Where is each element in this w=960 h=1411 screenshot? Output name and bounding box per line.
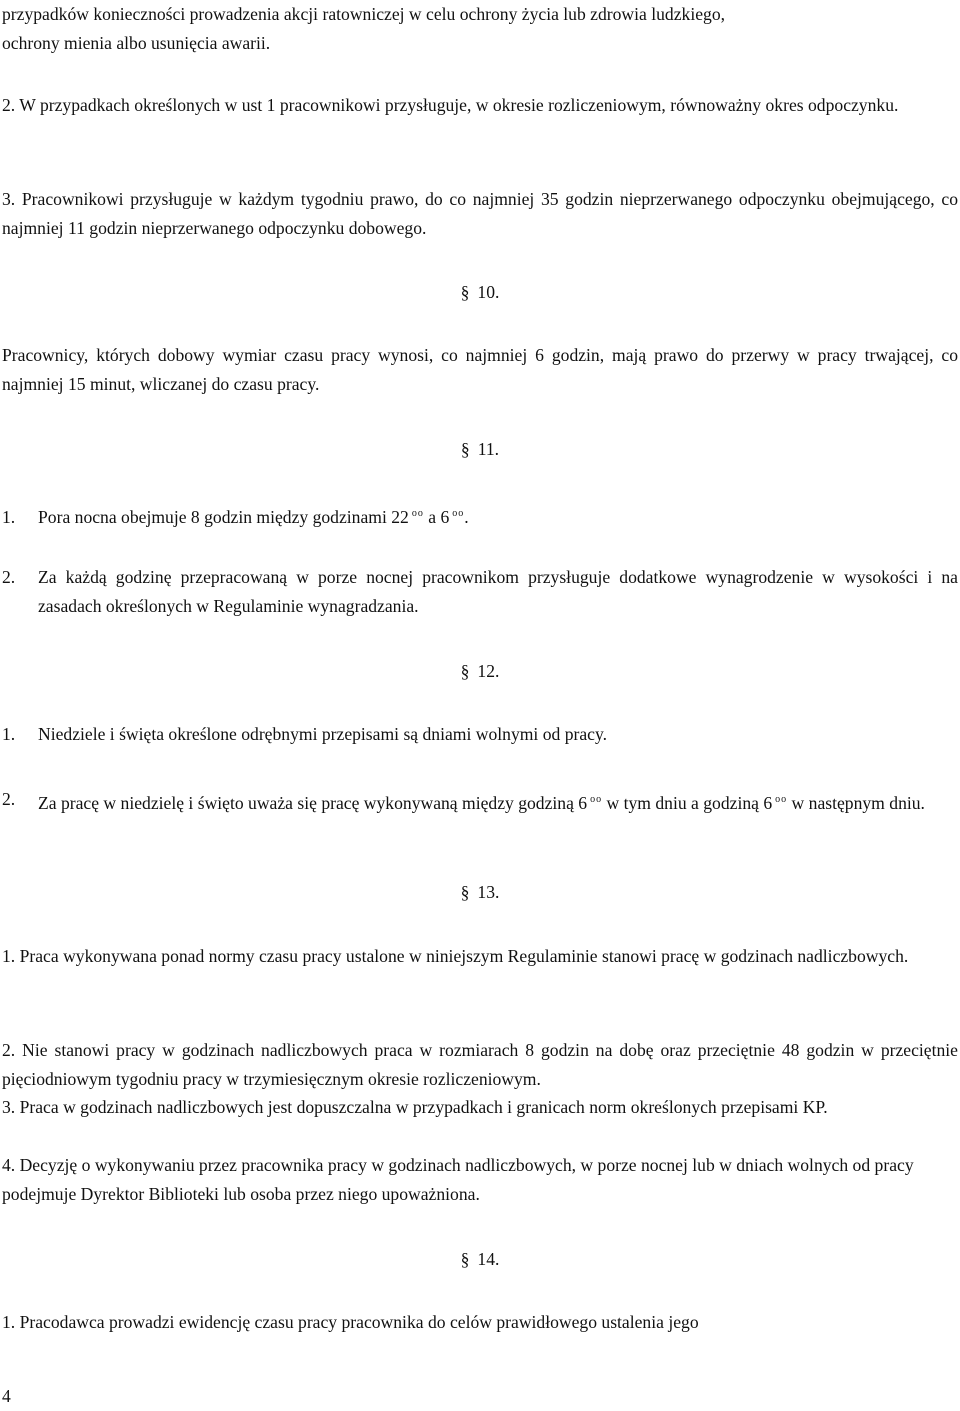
- superscript-oo: oo: [775, 794, 788, 805]
- paragraph-12-2: [2, 785, 958, 818]
- item-text-a: Za pracę w niedzielę i święto uważa się pracę wykonywaną między godziną 6: [38, 793, 588, 813]
- section-number: 14.: [477, 1249, 500, 1269]
- section-sign: §: [460, 439, 470, 459]
- paragraph-9-3: 3. Pracownikowi przysługuje w każdym tygodniu prawo, do co najmniej 35 godzin nieprzerwanego odpoczynku obejmującego, co najmniej 11 godzin nieprzerwanego odpoczynku dobowego.: [2, 189, 958, 238]
- item-text-a: Pora nocna obejmuje 8 godzin między godzinami 22: [38, 507, 409, 527]
- section-heading-12: [0, 657, 960, 686]
- item-text: [38, 785, 958, 818]
- section-number: 10.: [477, 282, 500, 302]
- section-sign: §: [460, 282, 470, 302]
- paragraph-11-1: [2, 499, 958, 532]
- paragraph-13-3: 3. Praca w godzinach nadliczbowych jest dopuszczalna w przypadkach i granicach norm określonych przepisami KP.: [2, 1097, 828, 1117]
- paragraph-13-1: 1. Praca wykonywana ponad normy czasu pracy ustalone w niniejszym Regulaminie stanowi pracę w godzinach nadliczbowych.: [2, 946, 909, 966]
- item-number: 2.: [2, 789, 16, 809]
- paragraph-11-2: [2, 563, 958, 621]
- section-heading-13: [0, 878, 960, 907]
- section-heading-14: [0, 1245, 960, 1274]
- paragraph-12-1: [2, 720, 958, 749]
- item-number: 1.: [2, 724, 16, 744]
- item-text-c: .: [464, 507, 469, 527]
- paragraph-13-4: 4. Decyzję o wykonywaniu przez pracownika pracy w godzinach nadliczbowych, w porze nocnej lub w dniach wolnych od pracy podejmuje Dyrektor Biblioteki lub osoba przez niego upoważniona.: [2, 1155, 914, 1204]
- item-text-b: w tym dniu a godziną 6: [602, 793, 773, 813]
- section-heading-10: [0, 278, 960, 307]
- item-text-c: w następnym dniu.: [787, 793, 925, 813]
- section-sign: §: [460, 661, 470, 681]
- paragraph-9-2: 2. W przypadkach określonych w ust 1 pracownikowi przysługuje, w okresie rozliczeniowym, równoważny okres odpoczynku.: [2, 95, 899, 115]
- paragraph-14-1: 1. Pracodawca prowadzi ewidencję czasu pracy pracownika do celów prawidłowego ustalenia jego: [2, 1312, 699, 1332]
- item-number: 2.: [2, 567, 16, 587]
- paragraph-13-2: 2. Nie stanowi pracy w godzinach nadliczbowych praca w rozmiarach 8 godzin na dobę oraz przeciętnie 48 godzin w przeciętnie pięciodniowym tygodniu pracy w trzymiesięcznym okresie rozliczeniowym.: [2, 1040, 958, 1089]
- intro-line-2: ochrony mienia albo usunięcia awarii.: [2, 33, 271, 53]
- section-number: 12.: [477, 661, 500, 681]
- superscript-oo: oo: [590, 794, 603, 805]
- item-text-b: a 6: [423, 507, 450, 527]
- page-number: 4: [2, 1386, 11, 1406]
- section-number: 13.: [477, 882, 500, 902]
- section-number: 11.: [477, 439, 500, 459]
- item-text: Niedziele i święta określone odrębnymi przepisami są dniami wolnymi od pracy.: [38, 724, 608, 744]
- section-sign: §: [460, 1249, 470, 1269]
- item-number: 1.: [2, 507, 16, 527]
- item-text: Za każdą godzinę przepracowaną w porze nocnej pracownikom przysługuje dodatkowe wynagrodzenie w wysokości i na zasadach określonych w Regulaminie wynagradzania.: [38, 567, 958, 616]
- intro-line-1: przypadków konieczności prowadzenia akcji ratowniczej w celu ochrony życia lub zdrowia ludzkiego,: [2, 4, 726, 24]
- paragraph-intro: [2, 0, 958, 58]
- section-heading-11: [0, 435, 960, 464]
- section-sign: §: [460, 882, 470, 902]
- superscript-oo: oo: [411, 508, 424, 519]
- paragraph-10: Pracownicy, których dobowy wymiar czasu pracy wynosi, co najmniej 6 godzin, mają prawo do przerwy w pracy trwającej, co najmniej 15 minut, wliczanej do czasu pracy.: [2, 345, 958, 394]
- superscript-oo: oo: [452, 508, 465, 519]
